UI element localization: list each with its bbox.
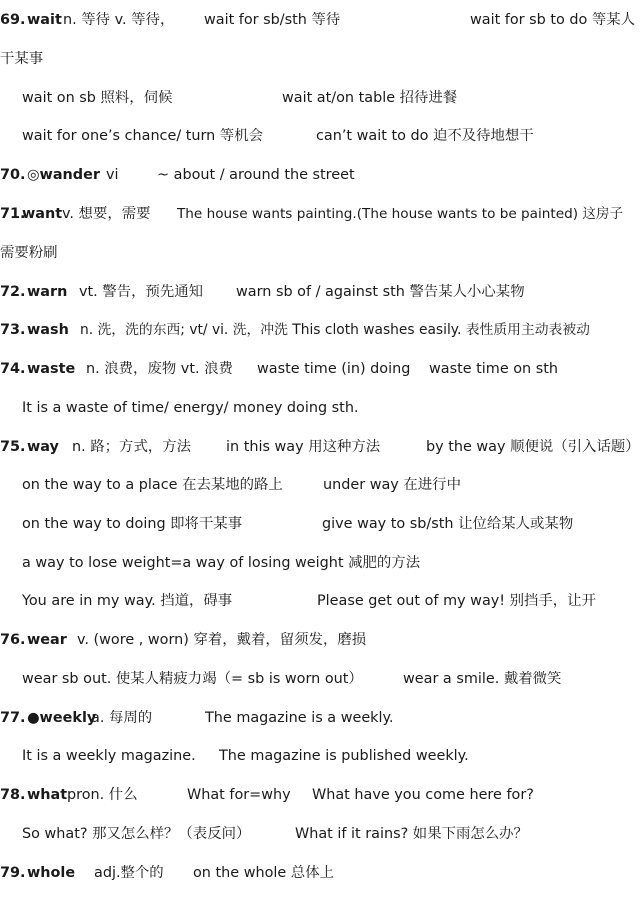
headword: whole [27, 865, 76, 881]
phrase: under way 在进行中 [323, 477, 461, 493]
phrase: wait for sb/sth 等待 [204, 12, 341, 28]
definition-continuation: 需要粉刷 [0, 245, 58, 261]
phrase: warn sb of / against sth 警告某人小心某物 [236, 284, 525, 300]
headword: wait [27, 12, 62, 28]
entry-number: 73. [0, 322, 26, 338]
phrase: on the way to doing 即将干某事 [22, 516, 243, 532]
definition: vt. 警告，预先通知 [79, 284, 204, 300]
phrase: wear sb out. 使某人精疲力竭（= sb is worn out） [22, 671, 363, 687]
phrase: What for=why [187, 787, 291, 803]
headword: waste [27, 361, 76, 377]
definition: n. 洗，洗的东西; vt/ vi. 洗，冲洗 This cloth washes easily. 表性质用主动表被动 [80, 322, 590, 338]
phrase: wear a smile. 戴着微笑 [403, 671, 562, 687]
definition: a. 每周的 [91, 710, 153, 726]
headword: wear [27, 632, 67, 648]
definition: pron. 什么 [67, 787, 138, 803]
headword: warn [27, 284, 68, 300]
entry-number: 69. [0, 12, 26, 28]
phrase: in this way 用这种方法 [226, 439, 381, 455]
headword: ◎wander [27, 167, 100, 183]
definition-continuation: 干某事 [0, 51, 44, 67]
entry-number: 76. [0, 632, 26, 648]
entry-number: 78. [0, 787, 26, 803]
phrase: a way to lose weight=a way of losing weight 减肥的方法 [22, 555, 421, 571]
example: It is a weekly magazine. [22, 748, 196, 764]
definition: adj.整个的 [94, 865, 164, 881]
entry-number: 79. [0, 865, 26, 881]
entry-number: 77. [0, 710, 26, 726]
definition: n. 路；方式，方法 [72, 439, 192, 455]
example: The house wants painting.(The house wants to be painted) 这房子 [177, 206, 624, 222]
example: Please get out of my way! 别挡手，让开 [317, 593, 596, 609]
definition: v. 想要，需要 [62, 206, 151, 222]
example: So what? 那又怎么样？（表反问） [22, 826, 251, 842]
phrase: on the whole 总体上 [193, 865, 334, 881]
phrase: by the way 顺便说（引入话题） [426, 439, 640, 455]
definition: n. 等待 v. 等待， [63, 12, 175, 28]
phrase: waste time (in) doing [257, 361, 411, 377]
definition: v. (wore , worn) 穿着，戴着，留须发，磨损 [77, 632, 367, 648]
headword: wash [27, 322, 69, 338]
headword: want [22, 206, 63, 222]
phrase: wait for one’s chance/ turn 等机会 [22, 128, 264, 144]
entry-number: 71. [0, 206, 26, 222]
entry-number: 72. [0, 284, 26, 300]
phrase: waste time on sth [429, 361, 559, 377]
example: The magazine is a weekly. [205, 710, 394, 726]
definition: n. 浪费，废物 vt. 浪费 [86, 361, 233, 377]
example: What if it rains? 如果下雨怎么办？ [295, 826, 528, 842]
entry-number: 70. [0, 167, 26, 183]
phrase: on the way to a place 在去某地的路上 [22, 477, 283, 493]
example: You are in my way. 挡道，碍事 [22, 593, 233, 609]
phrase: give way to sb/sth 让位给某人或某物 [322, 516, 574, 532]
example: It is a waste of time/ energy/ money doing sth. [22, 400, 359, 416]
phrase: wait for sb to do 等某人 [470, 12, 636, 28]
example: The magazine is published weekly. [219, 748, 469, 764]
headword: way [27, 439, 59, 455]
headword: ●weekly [27, 710, 97, 726]
headword: what [27, 787, 68, 803]
phrase: can’t wait to do 迫不及待地想干 [316, 128, 534, 144]
example: What have you come here for? [312, 787, 534, 803]
definition: vi [106, 167, 119, 183]
phrase: wait at/on table 招待进餐 [282, 90, 458, 106]
phrase: ~ about / around the street [157, 167, 355, 183]
phrase: wait on sb 照料，伺候 [22, 90, 173, 106]
entry-number: 74. [0, 361, 26, 377]
entry-number: 75. [0, 439, 26, 455]
